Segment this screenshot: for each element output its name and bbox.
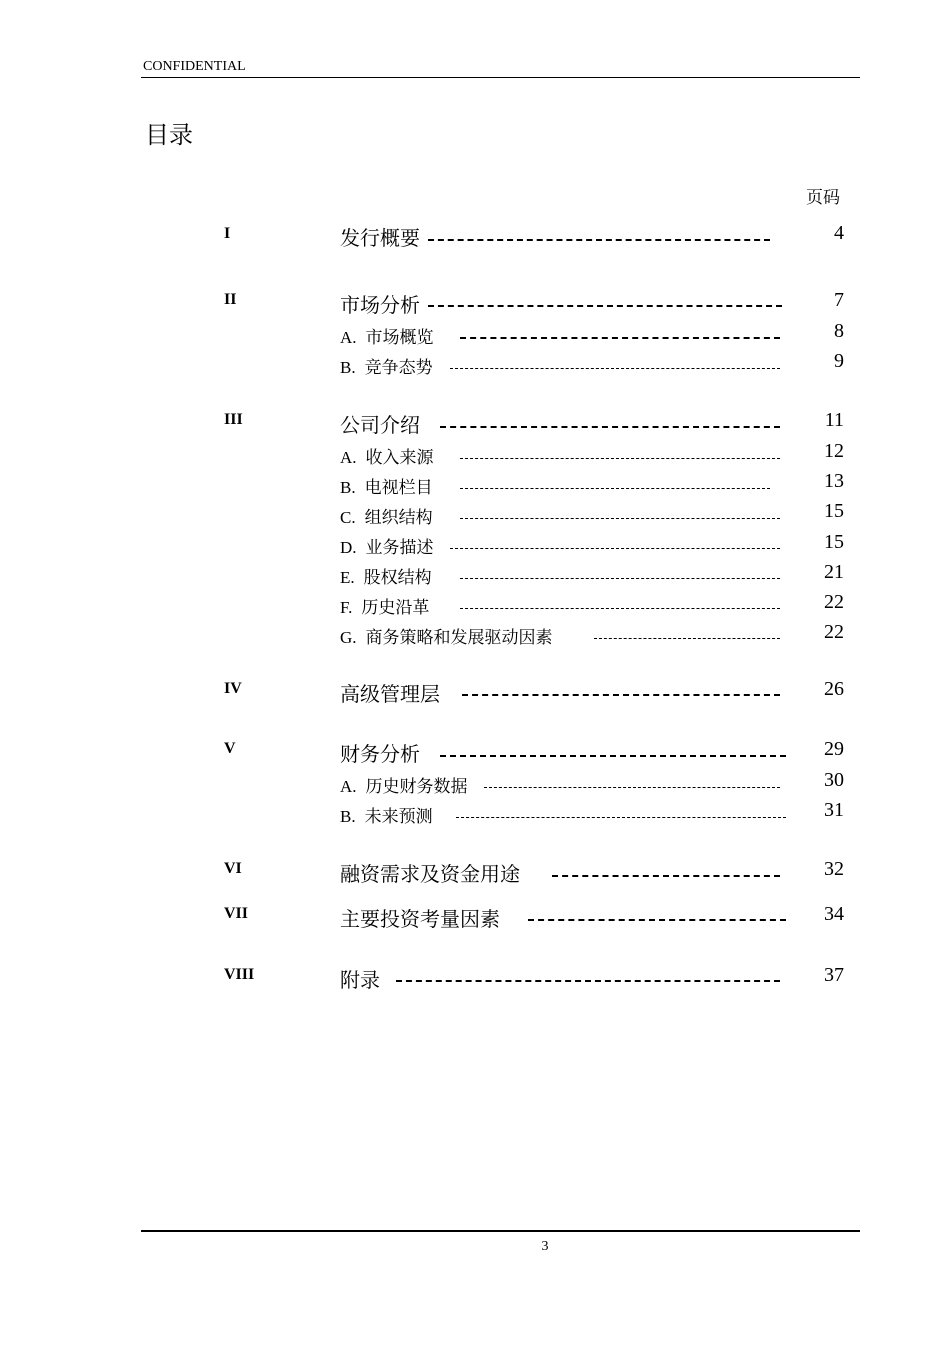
subsection-title: G. 商务策略和发展驱动因素 <box>340 628 553 648</box>
section-roman: I <box>224 225 231 242</box>
section-page: 26 <box>824 678 844 700</box>
section-page: 7 <box>834 289 844 311</box>
subsection-title: E. 股权结构 <box>340 568 432 588</box>
section-roman: VIII <box>224 966 255 983</box>
section-page: 4 <box>834 222 844 244</box>
subsection-page: 21 <box>824 561 844 583</box>
section-page: 34 <box>824 903 844 925</box>
subsection-page: 15 <box>824 500 844 522</box>
section-title: 市场分析 <box>340 293 420 317</box>
section-roman: II <box>224 291 237 308</box>
subsection-page: 12 <box>824 440 844 462</box>
dot-leader <box>460 458 780 459</box>
dot-leader <box>484 787 780 788</box>
dot-leader <box>440 755 786 757</box>
section-title: 公司介绍 <box>340 413 420 437</box>
dot-leader <box>396 980 780 982</box>
subsection-title: B. 电视栏目 <box>340 478 433 498</box>
footer-rule <box>141 1230 860 1232</box>
dot-leader <box>460 337 780 339</box>
subsection-title: F. 历史沿革 <box>340 598 430 618</box>
dot-leader <box>552 875 780 877</box>
dot-leader <box>428 239 770 241</box>
dot-leader <box>450 368 780 369</box>
dot-leader <box>462 694 780 696</box>
section-page: 29 <box>824 738 844 760</box>
subsection-page: 31 <box>824 799 844 821</box>
subsection-page: 22 <box>824 621 844 643</box>
section-roman: III <box>224 411 243 428</box>
page-column-header: 页码 <box>806 188 840 208</box>
section-title: 发行概要 <box>340 226 420 250</box>
dot-leader <box>528 919 786 921</box>
section-page: 32 <box>824 858 844 880</box>
dot-leader <box>460 608 780 609</box>
subsection-page: 13 <box>824 470 844 492</box>
section-roman: VII <box>224 905 249 922</box>
section-title: 高级管理层 <box>340 682 440 706</box>
section-title: 融资需求及资金用途 <box>340 862 520 886</box>
dot-leader <box>450 548 780 549</box>
page-number: 3 <box>541 1239 549 1254</box>
dot-leader <box>460 518 780 519</box>
subsection-page: 30 <box>824 769 844 791</box>
subsection-title: C. 组织结构 <box>340 508 433 528</box>
dot-leader <box>460 488 770 489</box>
section-roman: VI <box>224 860 242 877</box>
dot-leader <box>428 305 782 307</box>
section-page: 37 <box>824 964 844 986</box>
toc-title: 目录 <box>145 121 193 149</box>
dot-leader <box>460 578 780 579</box>
subsection-page: 9 <box>834 350 844 372</box>
section-roman: V <box>224 740 236 757</box>
section-page: 11 <box>824 409 844 431</box>
section-roman: IV <box>224 680 242 697</box>
subsection-page: 15 <box>824 531 844 553</box>
dot-leader <box>456 817 786 818</box>
subsection-title: D. 业务描述 <box>340 538 434 558</box>
dot-leader <box>594 638 780 639</box>
section-title: 主要投资考量因素 <box>340 907 500 931</box>
subsection-page: 22 <box>824 591 844 613</box>
header-rule <box>141 77 860 78</box>
subsection-title: B. 未来预测 <box>340 807 433 827</box>
subsection-title: A. 收入来源 <box>340 448 434 468</box>
section-title: 财务分析 <box>340 742 420 766</box>
subsection-title: B. 竞争态势 <box>340 358 433 378</box>
section-title: 附录 <box>340 968 380 992</box>
dot-leader <box>440 426 780 428</box>
subsection-title: A. 历史财务数据 <box>340 777 468 797</box>
subsection-title: A. 市场概览 <box>340 328 434 348</box>
confidential-label: CONFIDENTIAL <box>143 59 246 74</box>
subsection-page: 8 <box>834 320 844 342</box>
